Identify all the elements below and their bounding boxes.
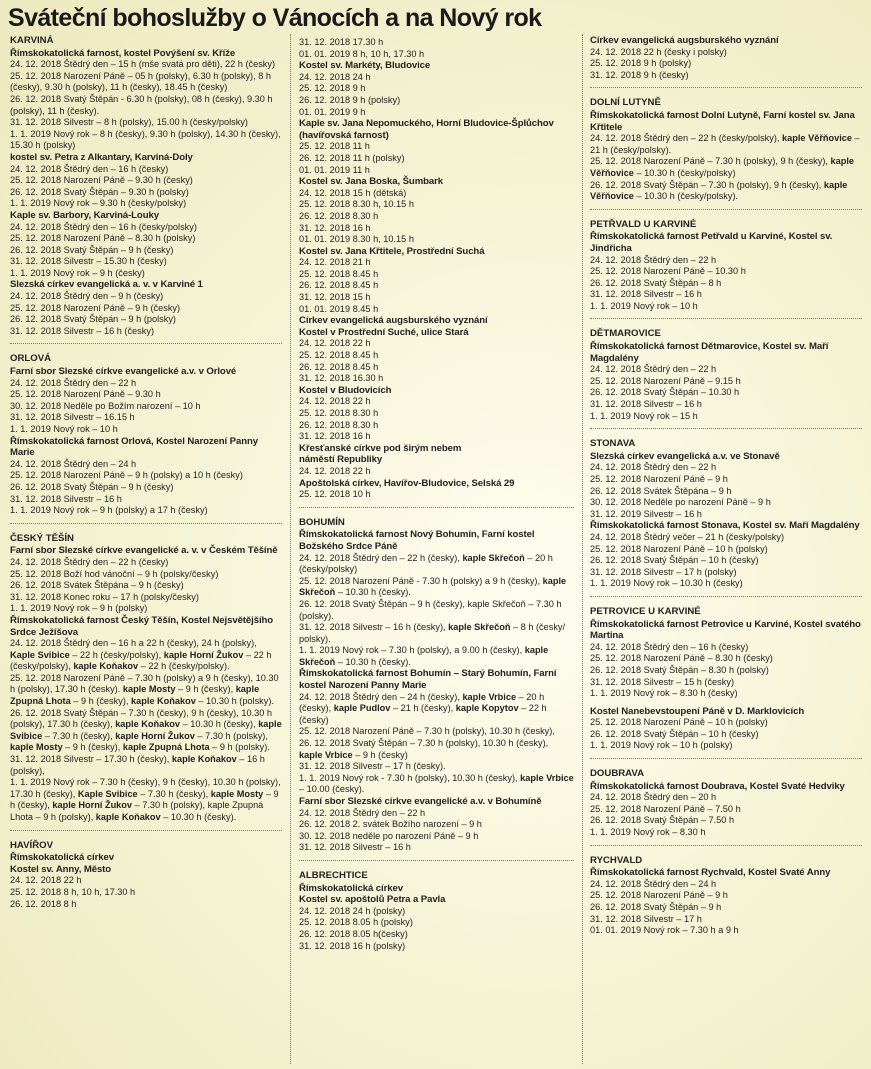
service-time: 30. 12. 2018 neděle po narození Páně – 9 h bbox=[299, 830, 479, 841]
service-time: 31. 12. 2018 17.30 h bbox=[299, 37, 384, 47]
service-time: 24. 12. 2018 Štědrý den – 16 h (česky/polsky) bbox=[10, 221, 197, 232]
service-time: 24. 12. 2018 Štědrý den – 15 h (mše svatá pro děti), 22 h (česky) bbox=[10, 59, 276, 70]
location-section bbox=[590, 97, 862, 209]
service-time: 25. 12. 2018 Narození Páně – 9 h bbox=[590, 474, 728, 484]
church-name: Římskokatolická farnost Rychvald, Kostel Svaté Anny bbox=[590, 867, 831, 879]
service-time: 31. 12. 2018 16 h bbox=[299, 222, 371, 233]
service-time: 31. 12. 2018 Silvestr – 16 h (česky) bbox=[10, 325, 155, 336]
column-1 bbox=[10, 35, 282, 925]
location-section bbox=[10, 840, 282, 917]
service-time: 25. 12. 2018 Narození Páně – 8.30 h (česky) bbox=[590, 653, 773, 664]
church-name: Římskokatolická farnost Petrovice u Karviné, Kostel svatého Martina bbox=[590, 618, 861, 642]
service-time: 1. 1. 2019 Nový rok – 9 h (česky) bbox=[10, 267, 145, 278]
service-time: 01. 01. 2019 9 h bbox=[299, 106, 366, 117]
service-time: 26. 12. 2018 Svatý Štěpán – 9 h (polsky) bbox=[10, 314, 176, 325]
service-time: 24. 12. 2018 Štědrý den – 22 h bbox=[590, 254, 717, 265]
service-time: 24. 12. 2018 21 h bbox=[299, 257, 371, 268]
service-time: 24. 12. 2018 Štědrý den – 16 h a 22 h (česky), 24 h (polsky), Kaple Svibice – 22 h (česky/polsky), kaple Horní Žukov – 22 h (česky/polsky), kaple Koňakov – 22 h (česky/polsky). bbox=[10, 638, 272, 672]
church-name: Římskokatolická farnost Bohumín – Starý Bohumín, Farní kostel Narození Panny Marie bbox=[299, 668, 557, 692]
church-name: Kostel v Prostřední Suché, ulice Stará bbox=[299, 326, 469, 338]
service-time: 24. 12. 2018 Štědrý den – 16 h (česky) bbox=[10, 163, 169, 174]
location-heading: ORLOVÁ bbox=[10, 353, 52, 365]
location-section bbox=[590, 219, 862, 320]
church-name: Apoštolská církev, Havířov-Bludovice, Selská 29 bbox=[299, 477, 515, 489]
service-time: 26. 12. 2018 Svatý Štěpán – 7.30 h (česky), 9 h (česky), 10.30 h (polsky), 17.30 h (česky), kaple Koňakov – 10.30 h (česky), kaple Svibice – 7.30 h (česky), kaple Horní Žukov – 7.30 h (polsky), kaple Mosty – 9 h (česky), kaple Zpupná Lhota – 9 h (polsky). bbox=[10, 707, 282, 753]
service-time: 26. 12. 2018 Svatý Štěpán – 10 h (česky) bbox=[590, 555, 759, 566]
service-time: 01. 01. 2019 11 h bbox=[299, 164, 370, 175]
church-name: Římskokatolická církev bbox=[10, 852, 114, 864]
church-name: Církev evangelická augsburského vyznání bbox=[299, 315, 488, 327]
service-time: 26. 12. 2018 8.45 h bbox=[299, 280, 379, 291]
location-section bbox=[590, 438, 862, 597]
service-time: 25. 12. 2018 10 h bbox=[299, 489, 371, 500]
service-time: 25. 12. 2018 Narození Páně – 9.30 h bbox=[10, 389, 161, 400]
service-time: 24. 12. 2018 Štědrý večer – 21 h (česky/polsky) bbox=[590, 531, 785, 542]
service-time: 26. 12. 2018 Svatý Štěpán – 9 h (česky) bbox=[10, 244, 174, 255]
service-time: 26. 12. 2018 Svatý Štěpán – 9 h (česky), kaple Skřečoň – 7.30 h (polsky). bbox=[299, 598, 562, 621]
service-time: 31. 12. 2018 Konec roku – 17 h (polsky/česky) bbox=[10, 591, 199, 602]
service-time: 25. 12. 2018 Narození Páně – 9 h (polsky) a 10 h (česky) bbox=[10, 470, 243, 481]
location-section bbox=[590, 35, 862, 88]
church-name: Farní sbor Slezské církve evangelické a.v. v Bohumíně bbox=[299, 796, 542, 807]
location-heading: ČESKÝ TĚŠÍN bbox=[10, 532, 74, 544]
church-name: Církev evangelická augsburského vyznání bbox=[590, 35, 779, 46]
service-time: 1. 1. 2019 Nový rok – 8 h (česky), 9.30 h (polsky), 14.30 h (česky), 15.30 h (polsky) bbox=[10, 128, 281, 151]
service-time: 26. 12. 2018 Svatý Štěpán – 7.30 h (polsky), 9 h (česky), kaple Věřňovice – 10.30 h (česky/polsky). bbox=[590, 179, 848, 202]
church-name: Římskokatolická farnost, kostel Povýšení sv. Kříže bbox=[10, 47, 236, 59]
column-divider bbox=[290, 34, 291, 1064]
location-section bbox=[299, 37, 574, 508]
service-time: 31. 12. 2019 Silvestr – 16 h bbox=[590, 508, 702, 519]
church-name: Farní sbor Slezské církve evangelické a.v. v Orlové bbox=[10, 366, 237, 378]
column-2 bbox=[299, 37, 574, 967]
location-heading: RYCHVALD bbox=[590, 854, 643, 866]
service-time: 25. 12. 2018 9 h bbox=[299, 83, 366, 94]
service-time: 25. 12. 2018 Narození Páně – 9 h (česky) bbox=[10, 302, 181, 313]
service-time: 31. 12. 2018 Silvestr – 17 h bbox=[590, 913, 702, 924]
service-time: 31. 12. 2018 Silvestr – 16 h bbox=[590, 399, 702, 410]
service-time: 24. 12. 2018 Štědrý den – 22 h (česky), kaple Skřečoň – 20 h (česky/polsky) bbox=[299, 552, 553, 575]
service-time: 25. 12. 2018 Narození Páně – 9.30 h (česky) bbox=[10, 175, 193, 186]
service-time: 1. 1. 2019 Nový rok – 10 h bbox=[590, 300, 698, 311]
service-time: 26. 12. 2018 Svatý Štěpán – 10 h (česky) bbox=[590, 728, 759, 739]
church-name: Kaple sv. Jana Nepomuckého, Horní Bludovice-Šplůchov (havířovská farnost) bbox=[299, 118, 554, 141]
service-time: 30. 12. 2018 Neděle po Božím narození – 10 h bbox=[10, 400, 201, 411]
church-name: Římskokatolická farnost Český Těšín, Kostel Nejsvětějšího Srdce Ježíšova bbox=[10, 614, 274, 638]
column-3 bbox=[590, 35, 862, 952]
service-time: 25. 12. 2018 8.45 h bbox=[299, 350, 379, 361]
service-time: 26. 12. 2018 Svatý Štěpán – 10.30 h bbox=[590, 387, 740, 398]
service-time: 1. 1. 2019 Nový rok – 7.30 h (polsky), a 9.00 h (česky), kaple Skřečoň – 10.30 h (česky). bbox=[299, 645, 549, 667]
service-time: 01. 01. 2019 8.30 h, 10.15 h bbox=[299, 234, 414, 245]
service-time: 31. 12. 2018 16.30 h bbox=[299, 373, 384, 384]
service-time: 26. 12. 2018 Svatý Štěpán - 6.30 h (polsky), 08 h (česky), 9.30 h (polsky), 11 h (česky). bbox=[10, 93, 273, 116]
location-section bbox=[10, 353, 282, 523]
service-time: 24. 12. 2018 Štědrý den – 24 h bbox=[590, 878, 717, 889]
church-name: Římskokatolická farnost Doubrava, Kostel Svaté Hedviky bbox=[590, 780, 845, 792]
service-time: 25. 12. 2018 8.05 h (polsky) bbox=[299, 917, 413, 928]
location-heading: KARVINÁ bbox=[10, 35, 54, 46]
service-time: 1. 1. 2019 Nový rok – 10 h bbox=[10, 424, 118, 434]
service-time: 25. 12. 2018 8.30 h bbox=[299, 408, 379, 418]
location-section bbox=[10, 533, 282, 831]
service-time: 31. 12. 2018 Silvestr – 16 h bbox=[590, 289, 702, 300]
service-time: 25. 12. 2018 8.30 h, 10.15 h bbox=[299, 199, 414, 210]
service-time: 24. 12. 2018 Štědrý den – 20 h bbox=[590, 792, 717, 803]
service-time: 1. 1. 2019 Nový rok – 7.30 h (česky), 9 h (česky), 10.30 h (polsky), 17.30 h (česky), Kaple Svibice – 7.30 h (česky), kaple Mosty – 9 h (česky), kaple Horní Žukov – 7.30 h (polsky), kaple Zpupná Lhota – 9 h (polsky), kaple Koňakov – 10.30 h (česky). bbox=[10, 777, 281, 822]
service-time: 26. 12. 2018 8.45 h bbox=[299, 361, 379, 372]
church-name: Slezská církev evangelická a. v. v Karviné 1 bbox=[10, 279, 203, 291]
service-time: 31. 12. 2018 Silvestr – 17 h (polsky) bbox=[590, 566, 737, 577]
location-heading: PETROVICE U KARVINÉ bbox=[590, 605, 701, 617]
location-section bbox=[590, 768, 862, 846]
location-heading: BOHUMÍN bbox=[299, 516, 345, 528]
church-name: Římskokatolická farnost Dolní Lutyně, Farní kostel sv. Jana Křtitele bbox=[590, 109, 855, 133]
service-time: 26. 12. 2018 8.30 h bbox=[299, 419, 379, 430]
service-time: 24. 12. 2018 Štědrý den – 22 h (česky) bbox=[10, 556, 169, 567]
service-time: 24. 12. 2018 22 h bbox=[299, 338, 371, 349]
church-name: Kostel Nanebevstoupení Páně v D. Marklovicích bbox=[590, 705, 805, 717]
column-divider bbox=[582, 34, 583, 1064]
church-name: Římskokatolická církev bbox=[299, 882, 403, 894]
church-name: Římskokatolická farnost Petřvald u Karviné, Kostel sv. Jindřicha bbox=[590, 231, 833, 254]
church-name: Kostel sv. Jana Křtitele, Prostřední Suchá bbox=[299, 245, 485, 257]
location-heading: STONAVA bbox=[590, 438, 636, 450]
service-time: 24. 12. 2018 Štědrý den – 24 h bbox=[10, 458, 137, 469]
service-time: 25. 12. 2018 Narození Páně - 7.30 h (polsky) a 9 h (česky), kaple Skřečoň – 10.30 h (česky). bbox=[299, 575, 567, 598]
location-heading: DOUBRAVA bbox=[590, 768, 645, 780]
service-time: 25. 12. 2018 Narození Páně – 05 h (polsky), 6.30 h (polsky), 8 h (česky), 9.30 h (polsky), 11 h (česky), 18.45 h (česky) bbox=[10, 70, 271, 93]
church-name: Kaple sv. Barbory, Karviná-Louky bbox=[10, 209, 159, 221]
service-time: 26. 12. 2018 8.05 h(česky) bbox=[299, 928, 408, 939]
service-time: 26. 12. 2018 Svatý Štěpán – 9.30 h (polsky) bbox=[10, 186, 189, 197]
service-time: 26. 12. 2018 Svatý Štěpán – 9 h (česky) bbox=[10, 481, 174, 492]
service-time: 26. 12. 2018 Svatý Štěpán – 8.30 h (polsky) bbox=[590, 664, 769, 675]
service-time: 1. 1. 2019 Nový rok – 9 h (polsky) a 17 h (česky) bbox=[10, 505, 208, 516]
service-time: 31. 12. 2018 9 h (česky) bbox=[590, 69, 689, 80]
service-time: 26. 12. 2018 Svatý Štěpán – 8 h bbox=[590, 277, 722, 288]
service-time: 24. 12. 2018 22 h bbox=[10, 875, 82, 886]
service-time: 25. 12. 2018 8.45 h bbox=[299, 268, 379, 279]
service-time: 26. 12. 2018 11 h (polsky) bbox=[299, 152, 405, 163]
service-time: 25. 12. 2018 Narození Páně – 7.30 h (polsky), 9 h (česky), kaple Věřňovice – 10.30 h (česky/polsky) bbox=[590, 156, 855, 178]
service-time: 26. 12. 2018 9 h (polsky) bbox=[299, 94, 401, 105]
location-section bbox=[590, 328, 862, 429]
service-time: 24. 12. 2018 22 h (česky i polsky) bbox=[590, 46, 727, 57]
service-time: 1. 1. 2019 Nový rok – 9.30 h (česky/polsky) bbox=[10, 198, 187, 209]
service-time: 25. 12. 2018 Narození Páně – 9 h bbox=[590, 890, 728, 901]
service-time: 31. 12. 2018 Silvestr – 16 h bbox=[10, 493, 122, 504]
service-time: 25. 12. 2018 Narození Páně – 9.15 h bbox=[590, 375, 741, 386]
service-time: 31. 12. 2018 16 h bbox=[299, 431, 371, 442]
service-time: 31. 12. 2018 Silvestr – 17.30 h (česky), kaple Koňakov – 16 h (polsky), bbox=[10, 754, 265, 776]
service-time: 24. 12. 2018 22 h bbox=[299, 465, 371, 476]
church-name: Římskokatolická farnost Orlová, Kostel Narození Panny Marie bbox=[10, 435, 258, 459]
location-section bbox=[590, 606, 862, 759]
service-time: 24. 12. 2018 Štědrý den – 9 h (česky) bbox=[10, 291, 164, 302]
service-time: 25. 12. 2018 9 h (polsky) bbox=[590, 58, 692, 69]
church-name: Kostel sv. Anny, Město bbox=[10, 863, 112, 875]
location-heading: DĚTMAROVICE bbox=[590, 328, 661, 340]
location-section bbox=[299, 870, 574, 958]
page-title: Sváteční bohoslužby o Vánocích a na Nový rok bbox=[8, 4, 542, 32]
service-time: 01. 01. 2019 8 h, 10 h, 17.30 h bbox=[299, 48, 425, 59]
church-name: Křesťanské církve pod širým nebem bbox=[299, 442, 462, 454]
service-time: 1. 1. 2019 Nový rok – 8.30 h (česky) bbox=[590, 688, 738, 699]
service-time: 25. 12. 2018 Narození Páně – 10 h (polsky) bbox=[590, 717, 768, 728]
service-time: 31. 12. 2018 Silvestr – 16 h (česky), kaple Skřečoň – 8 h (česky/ polsky). bbox=[299, 622, 566, 644]
service-time: 1. 1. 2019 Nový rok – 10 h (polsky) bbox=[590, 740, 733, 751]
service-time: 24. 12. 2018 Štědrý den – 22 h bbox=[590, 462, 717, 473]
service-time: 26. 12. 2018 Svatý Štěpán – 7.30 h (polsky), 10.30 h (česky), kaple Vrbice – 9 h (česky) bbox=[299, 738, 549, 760]
church-name: Římskokatolická farnost Stonava, Kostel sv. Maří Magdalény bbox=[590, 520, 860, 532]
location-heading: DOLNÍ LUTYNĚ bbox=[590, 97, 661, 109]
service-time: 24. 12. 2018 24 h bbox=[299, 71, 371, 82]
service-time: 1. 1. 2019 Nový rok - 7.30 h (polsky), 10.30 h (česky), kaple Vrbice – 10.00 (česky). bbox=[299, 772, 574, 795]
church-name: náměstí Republiky bbox=[299, 454, 383, 466]
service-time: 26. 12. 2018 8.30 h bbox=[299, 210, 379, 221]
church-name: Kostel sv. Jana Boska, Šumbark bbox=[299, 176, 443, 188]
service-time: 24. 12. 2018 15 h (dětská) bbox=[299, 187, 407, 198]
service-time: 31. 12. 2018 16 h (polsky) bbox=[299, 940, 406, 951]
service-time: 25. 12. 2018 Boží hod vánoční – 9 h (polsky/česky) bbox=[10, 568, 219, 579]
church-name: Kostel sv. apoštolů Petra a Pavla bbox=[299, 894, 446, 906]
service-time: 31. 12. 2018 Silvestr – 8 h (polsky), 15.00 h (česky/polsky) bbox=[10, 117, 248, 128]
service-time: 24. 12. 2018 24 h (polsky) bbox=[299, 905, 406, 916]
location-section bbox=[299, 517, 574, 861]
service-time: 1. 1. 2019 Nový rok – 9 h (polsky) bbox=[10, 603, 148, 614]
service-time: 26. 12. 2018 8 h bbox=[10, 898, 77, 909]
service-time: 1. 1. 2019 Nový rok – 8.30 h bbox=[590, 827, 706, 838]
service-time: 1. 1. 2019 Nový rok – 15 h bbox=[590, 410, 698, 421]
service-time: 01. 01. 2019 Nový rok – 7.30 h a 9 h bbox=[590, 925, 739, 936]
service-time: 26. 12. 2018 2. svátek Božího narození – 9 h bbox=[299, 819, 482, 830]
church-name: Kostel v Bludovicích bbox=[299, 384, 392, 396]
service-time: 25. 12. 2018 Narození Páně – 7.50 h bbox=[590, 803, 741, 814]
service-time: 31. 12. 2018 Silvestr – 15.30 h (česky) bbox=[10, 256, 167, 267]
service-time: 24. 12. 2018 Štědrý den – 22 h bbox=[299, 807, 426, 818]
service-time: 25. 12. 2018 Narození Páně – 7.30 h (polsky), 10.30 h (česky), bbox=[299, 726, 555, 737]
service-time: 26. 12. 2018 Svátek Štěpána – 9 h bbox=[590, 485, 732, 496]
church-name: Slezská církev evangelická a.v. ve Stonavě bbox=[590, 450, 780, 462]
church-name: Římskokatolická farnost Dětmarovice, Kostel sv. Maří Magdalény bbox=[590, 341, 829, 364]
service-time: 25. 12. 2018 Narození Páně – 7.30 h (polsky) a 9 h (česky), 10.30 h (polsky), 17.30 h (česky). kaple Mosty – 9 h (česky), kaple Zpupná Lhota – 9 h (česky), kaple Koňakov – 10.30 h (polsky). bbox=[10, 672, 279, 707]
church-name: kostel sv. Petra z Alkantary, Karviná-Doly bbox=[10, 151, 193, 163]
service-time: 24. 12. 2018 22 h bbox=[299, 396, 371, 407]
service-time: 31. 12. 2018 Silvestr – 16.15 h bbox=[10, 412, 135, 423]
service-time: 25. 12. 2018 Narození Páně – 10 h (polsky) bbox=[590, 543, 768, 554]
service-time: 25. 12. 2018 Narození Páně – 8.30 h (polsky) bbox=[10, 233, 196, 244]
service-time: 31. 12. 2018 Silvestr – 15 h (česky) bbox=[590, 676, 735, 687]
location-section bbox=[590, 855, 862, 943]
service-time: 24. 12. 2018 Štědrý den – 22 h bbox=[590, 364, 717, 375]
service-time: 25. 12. 2018 Narození Páně – 10.30 h bbox=[590, 266, 746, 277]
service-time: 25. 12. 2018 8 h, 10 h, 17.30 h bbox=[10, 886, 136, 897]
service-time: 26. 12. 2018 Svátek Štěpána – 9 h (česky) bbox=[10, 580, 184, 591]
service-time: 31. 12. 2018 15 h bbox=[299, 292, 371, 303]
service-time: 24. 12. 2018 Štědrý den – 22 h (česky/polsky), kaple Věřňovice – 21 h (česky/polsky). bbox=[590, 133, 860, 155]
service-time: 24. 12. 2018 Štědrý den – 16 h (česky) bbox=[590, 641, 749, 652]
service-time: 26. 12. 2018 Svatý Štěpán – 9 h bbox=[590, 902, 722, 912]
church-name: Farní sbor Slezské církve evangelické a. v. v Českém Těšíně bbox=[10, 545, 278, 557]
service-time: 26. 12. 2018 Svatý Štěpán – 7.50 h bbox=[590, 815, 735, 826]
service-time: 24. 12. 2018 Štědrý den – 22 h bbox=[10, 377, 137, 388]
church-name: Římskokatolická farnost Nový Bohumín, Farní kostel Božského Srdce Páně bbox=[299, 529, 535, 552]
service-time: 24. 12. 2018 Štědrý den – 24 h (česky), kaple Vrbice – 20 h (česky), kaple Pudlov – 21 h (česky), kaple Kopytov – 22 h (česky) bbox=[299, 691, 547, 725]
service-time: 25. 12. 2018 11 h bbox=[299, 141, 370, 152]
service-time: 31. 12. 2018 Silvestr – 16 h bbox=[299, 842, 411, 853]
service-time: 31. 12. 2018 Silvestr – 17 h (česky). bbox=[299, 761, 446, 772]
location-heading: HAVÍŘOV bbox=[10, 839, 53, 851]
location-section bbox=[10, 35, 282, 344]
service-time: 1. 1. 2019 Nový rok – 10.30 h (česky) bbox=[590, 578, 743, 589]
service-time: 01. 01. 2019 8.45 h bbox=[299, 303, 379, 314]
location-heading: PETŘVALD U KARVINÉ bbox=[590, 218, 697, 230]
service-time: 30. 12. 2018 Neděle po narození Páně – 9 h bbox=[590, 497, 771, 508]
location-heading: ALBRECHTICE bbox=[299, 869, 368, 881]
church-name: Kostel sv. Markéty, Bludovice bbox=[299, 60, 431, 72]
